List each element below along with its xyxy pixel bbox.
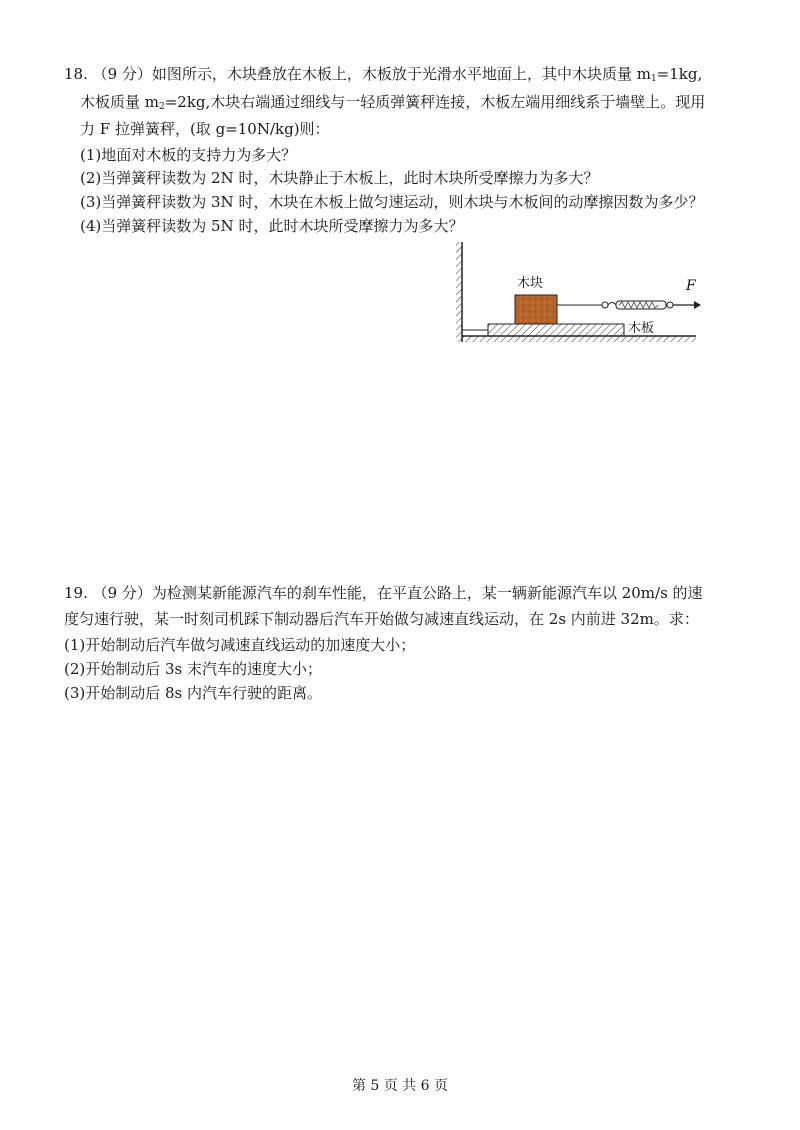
q19-subquestion-1: (1)开始制动后汽车做匀减速直线运动的加速度大小；	[64, 636, 416, 654]
q18-line-1-text: 18. （9 分）如图所示，木块叠放在木板上，木板放于光滑水平地面上，其中木块质量 m	[64, 65, 651, 83]
block-board-spring-diagram	[456, 238, 716, 348]
ground	[462, 336, 696, 342]
q18-line-3: 力 F 拉弹簧秤，(取 g=10N/kg)则：	[80, 120, 330, 138]
force-arrow	[673, 301, 701, 309]
q18-subquestion-2: (2)当弹簧秤读数为 2N 时，木块静止于木板上，此时木块所受摩擦力为多大？	[80, 169, 599, 187]
q18-subquestion-1: (1)地面对木板的支持力为多大？	[80, 146, 297, 164]
page-footer: 第 5 页 共 6 页	[351, 1078, 449, 1094]
q18-line-2-tail: =2kg,木块右端通过细线与一轻质弹簧秤连接，木板左端用细线系于墙壁上。现用	[164, 93, 706, 111]
force-label: F	[686, 278, 696, 294]
q19-subquestion-2: (2)开始制动后 3s 末汽车的速度大小；	[64, 660, 323, 678]
q18-line-1-tail: =1kg,	[656, 65, 703, 83]
subscript-1: 1	[650, 74, 657, 84]
block-label: 木块	[517, 276, 544, 291]
q19-line-1: 19. （9 分）为检测某新能源汽车的刹车性能，在平直公路上，某一辆新能源汽车以 20m/s 的速	[64, 584, 703, 602]
board-label: 木板	[628, 321, 655, 336]
spring-scale	[602, 301, 673, 309]
wall	[456, 242, 462, 342]
q19-subquestion-3: (3)开始制动后 8s 内汽车行驶的距离。	[64, 684, 323, 702]
q18-line-1	[64, 64, 702, 89]
q18-subquestion-3: (3)当弹簧秤读数为 3N 时，木块在木板上做匀速运动，则木块与木板间的动摩擦因数为多少？	[80, 193, 704, 211]
subscript-2: 2	[159, 102, 165, 112]
board	[488, 324, 624, 336]
wooden-block	[515, 295, 557, 324]
q18-line-2	[80, 92, 705, 117]
q18-line-2-head: 木板质量 m	[80, 93, 159, 111]
q19-line-2: 度匀速行驶，某一时刻司机踩下制动器后汽车开始做匀减速直线运动，在 2s 内前进 32m。求：	[64, 610, 699, 628]
q18-subquestion-4: (4)当弹簧秤读数为 5N 时，此时木块所受摩擦力为多大？	[80, 217, 464, 235]
